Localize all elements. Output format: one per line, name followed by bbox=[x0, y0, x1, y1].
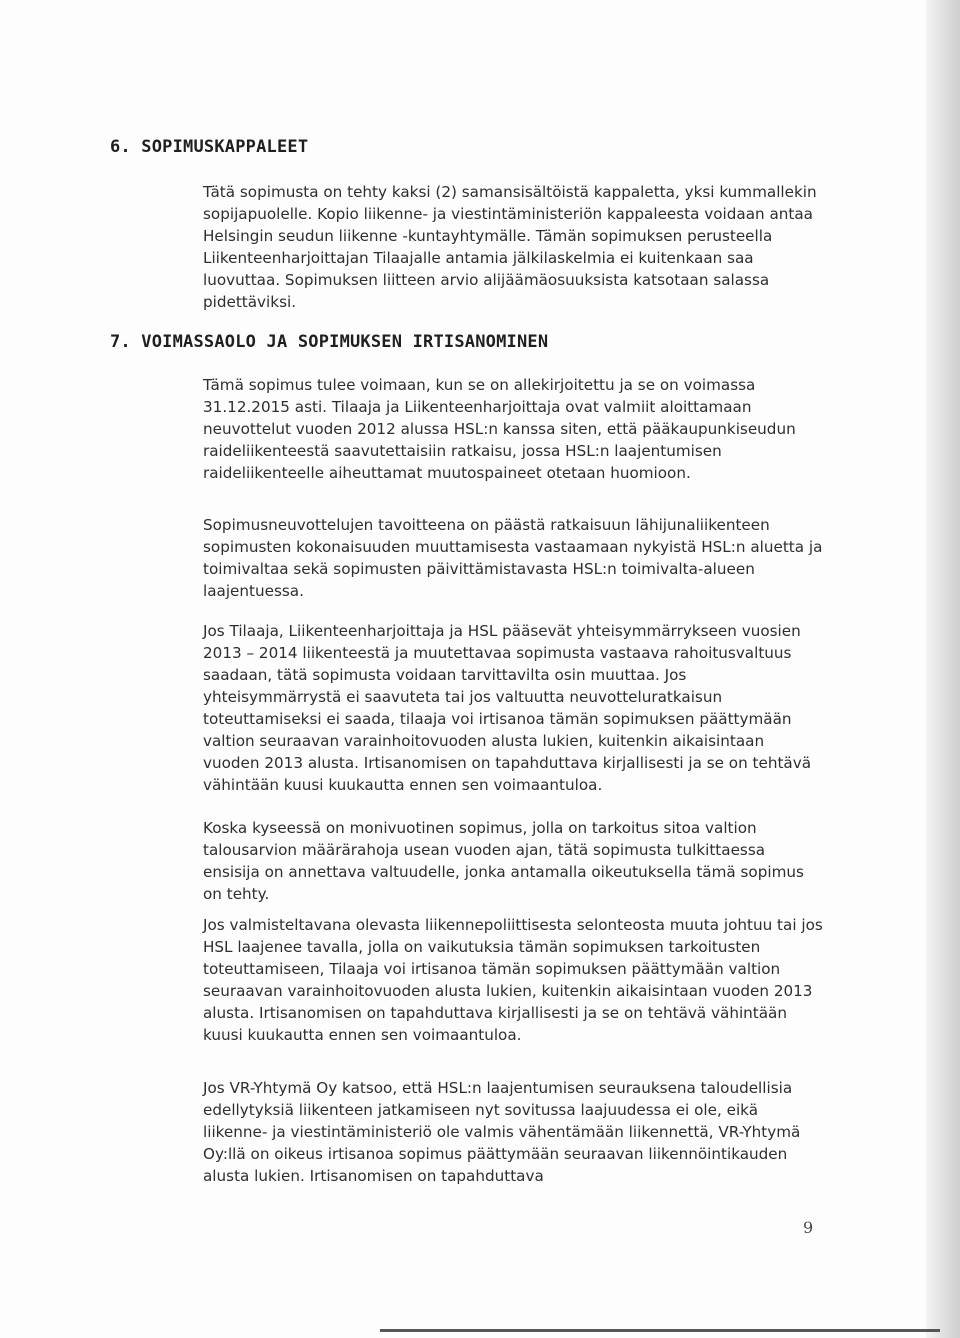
section-7-paragraph-4: Koska kyseessä on monivuotinen sopimus, jolla on tarkoitus sitoa valtion talousarvion määrärahoja usean vuoden ajan, tätä sopimusta tulkittaessa ensisija on annettava valtuudelle, jonka antamalla oikeutuksella tämä sopimus on tehty. bbox=[203, 819, 804, 903]
scan-bottom-line bbox=[380, 1329, 940, 1332]
section-7-paragraph-3: Jos Tilaaja, Liikenteenharjoittaja ja HSL pääsevät yhteisymmärrykseen vuosien 2013 – 2014 liikenteestä ja muutettavaa sopimusta vastaava rahoitusvaltuus saadaan, tätä sopimusta voidaan tarvittavilta osin muuttaa. Jos yhteisymmärrystä ei saavuteta tai jos valtuutta neuvotteluratkaisun toteuttamiseksi ei saada, tilaaja voi irtisanoa tämän sopimuksen päättymään valtion seuraavan varainhoitovuoden alusta lukien, kuitenkin aikaisintaan vuoden 2013 alusta. Irtisanomisen on tapahduttava kirjallisesti ja se on tehtävä vähintään kuusi kuukautta ennen sen voimaantuloa. bbox=[203, 622, 812, 794]
section-6-heading: 6. SOPIMUSKAPPALEET bbox=[110, 137, 309, 157]
section-7-paragraph-2: Sopimusneuvottelujen tavoitteena on päästä ratkaisuun lähijunaliikenteen sopimusten kokonaisuuden muuttamisesta vastaamaan nykyistä HSL:n aluetta ja toimivaltaa sekä sopimusten päivittämistavasta HSL:n toimivalta-alueen laajentuessa. bbox=[203, 516, 823, 600]
section-7-heading: 7. VOIMASSAOLO JA SOPIMUKSEN IRTISANOMINEN bbox=[110, 332, 549, 352]
section-7-paragraph-5: Jos valmisteltavana olevasta liikennepoliittisesta selonteosta muuta johtuu tai jos HSL laajenee tavalla, jolla on vaikutuksia tämän sopimuksen tarkoitusten toteuttamiseen, Tilaaja voi irtisanoa tämän sopimuksen päättymään valtion seuraavan varainhoitovuoden alusta lukien, kuitenkin aikaisintaan vuoden 2013 alusta. Irtisanomisen on tapahduttava kirjallisesti ja se on tehtävä vähintään kuusi kuukautta ennen sen voimaantuloa. bbox=[203, 916, 823, 1044]
scan-edge-shadow bbox=[926, 0, 960, 1338]
section-6-paragraph-1: Tätä sopimusta on tehty kaksi (2) samansisältöistä kappaletta, yksi kummallekin sopijapuolelle. Kopio liikenne- ja viestintäministeriön kappaleesta voidaan antaa Helsingin seudun liikenne -kuntayhtymälle. Tämän sopimuksen perusteella Liikenteenharjoittajan Tilaajalle antamia jälkilaskelmia ei kuitenkaan saa luovuttaa. Sopimuksen liitteen arvio alijäämäosuuksista katsotaan salassa pidettäviksi. bbox=[203, 183, 817, 311]
section-7-paragraph-6: Jos VR-Yhtymä Oy katsoo, että HSL:n laajentumisen seurauksena taloudellisia edellytyksiä liikenteen jatkamiseen nyt sovitussa laajuudessa ei ole, eikä liikenne- ja viestintäministeriö ole valmis vähentämään liikennettä, VR-Yhtymä Oy:llä on oikeus irtisanoa sopimus päättymään seuraavan liikennöintikauden alusta lukien. Irtisanomisen on tapahduttava bbox=[203, 1079, 801, 1185]
section-7-paragraph-1: Tämä sopimus tulee voimaan, kun se on allekirjoitettu ja se on voimassa 31.12.2015 asti. Tilaaja ja Liikenteenharjoittaja ovat valmiit aloittamaan neuvottelut vuoden 2012 alussa HSL:n kanssa siten, että pääkaupunkiseudun raideliikenteestä saavutettaisiin ratkaisu, jossa HSL:n laajentumisen raideliikenteelle aiheuttamat muutospaineet otetaan huomioon. bbox=[203, 376, 796, 482]
page-number: 9 bbox=[803, 1218, 814, 1237]
